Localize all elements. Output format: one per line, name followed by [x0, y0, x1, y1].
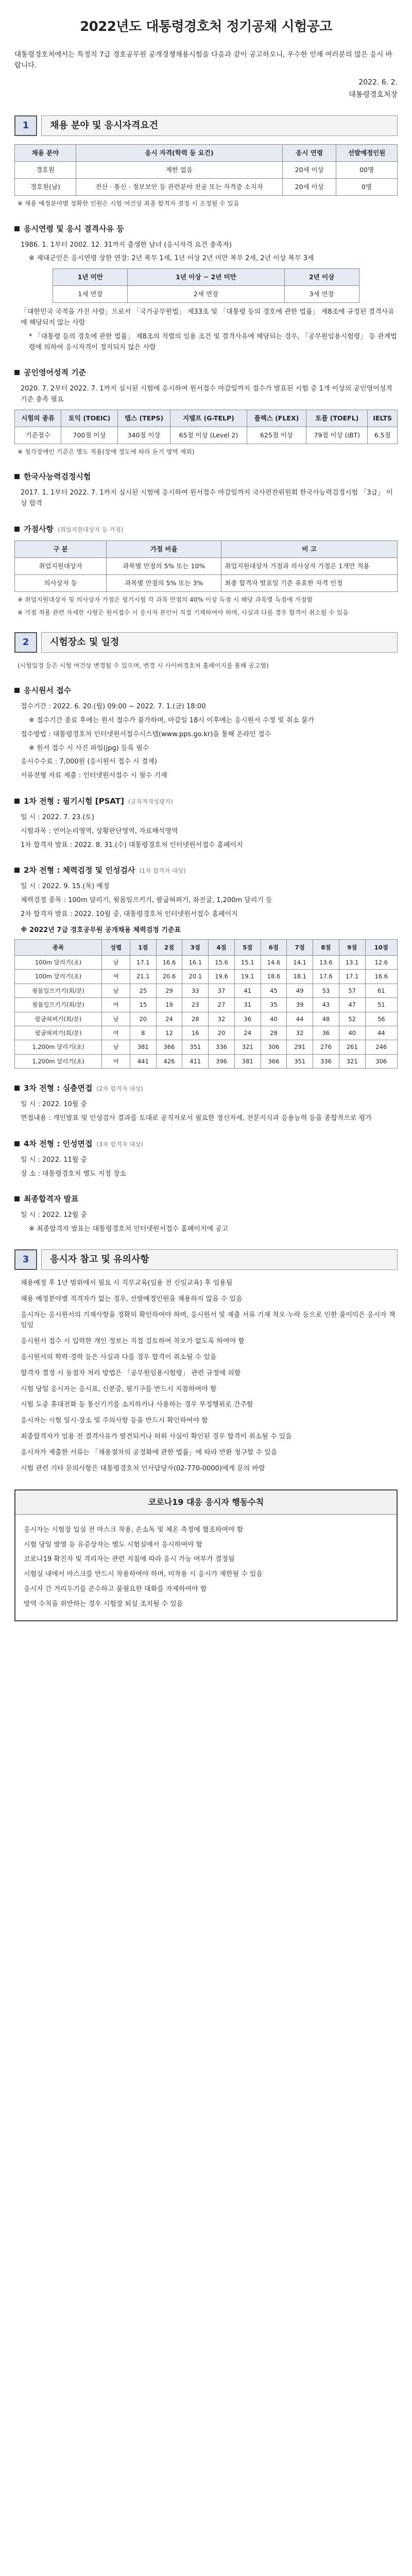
table-cell: 31 — [234, 998, 261, 1012]
table-cell: 19 — [156, 998, 182, 1012]
square-bullet-icon — [14, 868, 20, 873]
table-cell: 경호원(남) — [15, 179, 76, 196]
table-cell: 17.6 — [313, 970, 339, 984]
table-cell: 366 — [156, 1040, 182, 1054]
table-cell: 39 — [287, 998, 313, 1012]
table-header: 가점 비율 — [107, 540, 221, 557]
table-cell: 6.5점 — [368, 427, 398, 444]
table-row — [15, 162, 398, 179]
table-cell: 32 — [209, 1012, 235, 1026]
table-header: 텝스 (TEPS) — [117, 410, 170, 427]
date-block — [14, 77, 398, 101]
table-cell: 28 — [261, 1026, 287, 1040]
subsection-heading: 한국사능력검정시험 — [14, 470, 398, 483]
table-cell: 18.6 — [261, 970, 287, 984]
table-header: 6점 — [261, 939, 287, 955]
paragraph: ※ 원서 접수 시 사진 파일(jpg) 등록 필수 — [29, 744, 149, 752]
table-cell: 51 — [365, 998, 397, 1012]
square-bullet-icon — [14, 370, 20, 375]
section-number: 1 — [14, 115, 37, 136]
table-cell: 15.6 — [209, 956, 235, 970]
table-header: 토익 (TOEIC) — [61, 410, 118, 427]
table-cell: 20 — [130, 1012, 156, 1026]
table-cell: 441 — [130, 1054, 156, 1068]
table-cell: 27 — [209, 998, 235, 1012]
paragraph: 1986. 1. 1부터 2002. 12. 31까지 출생한 남녀 (응시자격 요건 충족자) — [21, 241, 232, 249]
table-cell: 14.6 — [261, 956, 287, 970]
table-cell: 과목별 만점의 5% 또는 3% — [107, 574, 221, 591]
table-header: 5점 — [234, 939, 261, 955]
table-row — [15, 1054, 398, 1068]
table-cell: 20.1 — [182, 970, 209, 984]
paragraph: 일 시 : 2022. 11월 중 — [21, 1156, 88, 1164]
table-cell: 15 — [130, 998, 156, 1012]
table-cell: 40 — [261, 1012, 287, 1026]
table-cell: 28 — [182, 1012, 209, 1026]
table-cell: 남 — [102, 984, 130, 997]
table-cell: 49 — [287, 984, 313, 997]
table-cell: 13.6 — [313, 956, 339, 970]
table-cell: 24 — [234, 1026, 261, 1040]
table-row — [15, 984, 398, 997]
table-cell: 14.1 — [287, 956, 313, 970]
subsection-heading: 응시원서 접수 — [14, 684, 398, 697]
table-cell: 팔굽혀펴기(회/분) — [15, 1012, 102, 1026]
table-header: 2점 — [156, 939, 182, 955]
list-item: 시험실 내에서 마스크를 반드시 착용하여야 하며, 미착용 시 응시가 제한될 수 있음 — [24, 1570, 263, 1579]
square-bullet-icon — [14, 1196, 20, 1201]
table-cell: 21.1 — [130, 970, 156, 984]
table-cell: 20세 이상 — [283, 179, 336, 196]
paragraph: 장 소 : 대통령경호처 별도 지정 장소 — [21, 1170, 126, 1178]
table-cell: 20세 이상 — [283, 162, 336, 179]
table-header: 토플 (TOEFL) — [306, 410, 368, 427]
square-bullet-icon — [14, 527, 20, 532]
table-header: 비 고 — [221, 540, 398, 557]
square-bullet-icon — [14, 474, 20, 479]
table-header: 시험의 종류 — [15, 410, 61, 427]
table-cell: 17.1 — [339, 970, 365, 984]
table-cell: 19.1 — [234, 970, 261, 984]
table-cell: 13.1 — [339, 956, 365, 970]
table-cell: 396 — [209, 1054, 235, 1068]
age-table — [53, 268, 359, 303]
table-cell: 351 — [182, 1040, 209, 1054]
table-cell: 여 — [102, 1026, 130, 1040]
list-item: 응시자가 제출한 서류는 「채용절차의 공정화에 관한 법률」에 따라 반환 청구할 수 있음 — [21, 1448, 278, 1456]
table-cell: 전산 · 통신 · 정보보안 등 관련분야 전공 또는 자격증 소지자 — [76, 179, 282, 196]
table-row — [15, 557, 398, 574]
table-cell: 261 — [339, 1040, 365, 1054]
paragraph: 2017. 1. 1부터 2022. 7. 1까지 실시된 시험에 응시하여 원서접수 마감일까지 국사편찬위원회 한국사능력검정시험 「3급」 이상 합격 — [21, 489, 393, 507]
covid-title: 코로나19 대응 응시자 행동수칙 — [15, 1490, 397, 1515]
table-cell: 1,200m 달리기(초) — [15, 1040, 102, 1054]
list-item: 응시원서의 학력·경력 등은 사실과 다를 경우 합격이 취소될 수 있음 — [21, 1353, 217, 1361]
table-cell: 의사상자 등 — [15, 574, 107, 591]
paragraph: 접수방법 : 대통령경호처 인터넷원서접수시스템(www.pps.go.kr)을 통해 온라인 접수 — [21, 730, 271, 738]
paragraph: 1차 합격자 발표 : 2022. 8. 31.(수) 대통령경호처 인터넷원서접수 홈페이지 — [21, 841, 243, 849]
table-header-row — [15, 939, 398, 955]
table-cell: 44 — [287, 1012, 313, 1026]
notice-list — [14, 1278, 398, 1474]
table-cell: 12.6 — [365, 956, 397, 970]
table-header: 응시 자격(학력 등 요건) — [76, 145, 282, 162]
table-header: 플렉스 (FLEX) — [247, 410, 306, 427]
paragraph: 체력검정 종목 : 100m 달리기, 윗몸일으키기, 팔굽혀펴기, 좌전굴, 1,200m 달리기 등 — [21, 896, 272, 905]
announce-date: 2022. 6. 2. — [358, 78, 398, 87]
paragraph: ※ 접수기간 종료 후에는 원서 접수가 불가하며, 마감일 18시 이후에는 응시원서 수정 및 취소 불가 — [29, 717, 315, 725]
table-row — [15, 1040, 398, 1054]
table-row — [15, 970, 398, 984]
table-cell: 351 — [287, 1054, 313, 1068]
list-item: 코로나19 확진자 및 격리자는 관련 지침에 따라 응시 가능 여부가 결정됨 — [24, 1555, 235, 1564]
table-header: 9점 — [339, 939, 365, 955]
list-item: 시험 관련 기타 문의사항은 대통령경호처 인사담당자(02-770-0000)에게 문의 바람 — [21, 1464, 265, 1472]
table-header: 1년 이상 ~ 2년 미만 — [128, 269, 284, 286]
language-table — [14, 410, 398, 444]
table-cell: 19.6 — [209, 970, 235, 984]
list-item: 채용예정 후 1년 범위에서 필요 시 직무교육(임용 전 신임교육) 후 임용됨 — [21, 1279, 233, 1287]
table-cell: 윗몸일으키기(회/분) — [15, 984, 102, 997]
section-number: 3 — [14, 1249, 37, 1270]
table-cell: 여 — [102, 998, 130, 1012]
list-item: 최종합격자가 임용 전 결격사유가 발견되거나 허위 사실이 확인된 경우 합격이 취소될 수 있음 — [21, 1432, 292, 1440]
table-row — [15, 956, 398, 970]
table-row — [53, 286, 359, 303]
table-cell: 340점 이상 — [117, 427, 170, 444]
table-cell: 여 — [102, 970, 130, 984]
table-row — [15, 1026, 398, 1040]
subsection-heading: 응시연령 및 응시 결격사유 등 — [14, 223, 398, 235]
table-cell: 33 — [182, 984, 209, 997]
table-cell: 16.6 — [156, 956, 182, 970]
table-cell: 306 — [365, 1054, 397, 1068]
table-cell: 경호원 — [15, 162, 76, 179]
list-item: 응시자는 응시원서의 기재사항을 정확히 확인하여야 하며, 응시원서 및 제출 서류 기재 착오·누락 등으로 인한 불이익은 응시자 책임임 — [21, 1311, 396, 1330]
table-header: 지텔프 (G-TELP) — [170, 410, 247, 427]
fitness-table-title: ※ 2022년 7급 경호공무원 공개채용 체력검정 기준표 — [21, 926, 181, 934]
square-bullet-icon — [14, 1086, 20, 1091]
table-cell: 381 — [130, 1040, 156, 1054]
subsection-heading: 공인영어성적 기준 — [14, 366, 398, 379]
table-cell: 12 — [156, 1026, 182, 1040]
table-header: 성별 — [102, 939, 130, 955]
section-1-header — [14, 115, 398, 136]
table-cell: 321 — [234, 1040, 261, 1054]
table-cell: 625점 이상 — [247, 427, 306, 444]
table-header: 종목 — [15, 939, 102, 955]
table-cell: 3세 연장 — [284, 286, 359, 303]
table-cell: 100m 달리기(초) — [15, 970, 102, 984]
section-3-header — [14, 1249, 398, 1270]
table-header: 응시 연령 — [283, 145, 336, 162]
page-title: 2022년도 대통령경호처 정기공채 시험공고 — [80, 19, 332, 35]
covid-list — [15, 1515, 397, 1620]
table-cell: 57 — [339, 984, 365, 997]
list-item: 방역 수칙을 위반하는 경우 시험장 퇴실 조치될 수 있음 — [24, 1600, 183, 1608]
subsection-heading: 1차 전형 : 필기시험 [PSAT] (공직적격성평가) — [14, 795, 398, 807]
table-cell: 411 — [182, 1054, 209, 1068]
table-cell: 17.1 — [130, 956, 156, 970]
table-row — [15, 998, 398, 1012]
table-cell: 20 — [209, 1026, 235, 1040]
fitness-table — [14, 939, 398, 1069]
paragraph: * 「대통령 등의 경호에 관한 법률」 제8조의 직렬의 임용 조건 및 결격사유에 해당되는 경우, 「공무원임용시험령」 등 관계법령에 의하여 응시자격이 정지되지 않은 사람 — [29, 332, 397, 351]
table-cell: 79점 이상 (iBT) — [306, 427, 368, 444]
table-cell: 306 — [261, 1040, 287, 1054]
table-cell: 276 — [313, 1040, 339, 1054]
table-note: ※ 취업지원대상자 및 의사상자 가점은 필기시험 각 과목 만점의 40% 이상 득점 시 해당 과목별 득점에 가점함 — [18, 596, 313, 603]
table-header: 2년 이상 — [284, 269, 359, 286]
list-item: 응시자는 시험 일시·장소 및 주의사항 등을 반드시 확인하여야 함 — [21, 1417, 208, 1425]
square-bullet-icon — [14, 688, 20, 693]
table-header: 8점 — [313, 939, 339, 955]
table-cell: 여 — [102, 1054, 130, 1068]
paragraph: 응시수수료 : 7,000원 (응시원서 접수 시 결제) — [21, 758, 157, 766]
table-header: 3점 — [182, 939, 209, 955]
table-cell: 남 — [102, 956, 130, 970]
table-cell: 18.1 — [287, 970, 313, 984]
square-bullet-icon — [14, 1141, 20, 1146]
list-item: 응시자는 시험장 입실 전 마스크 착용, 손소독 및 체온 측정에 협조하여야 함 — [24, 1526, 244, 1534]
table-cell: 246 — [365, 1040, 397, 1054]
paragraph: ※ 최종합격자 발표는 대통령경호처 인터넷원서접수 홈페이지에 공고 — [29, 1225, 229, 1233]
paragraph: 접수기간 : 2022. 6. 20.(월) 09:00 ~ 2022. 7. 1.(금) 18:00 — [21, 703, 206, 711]
table-row — [15, 427, 398, 444]
section-title: 채용 분야 및 응시자격요건 — [41, 115, 398, 136]
table-cell: 0명 — [336, 179, 398, 196]
covid-guideline-box — [14, 1489, 398, 1621]
table-cell: 426 — [156, 1054, 182, 1068]
intro-text: 대통령경호처에서는 특정직 7급 경호공무원 공개경쟁채용시험을 다음과 같이 공고하오니, 우수한 인재 여러분의 많은 응시 바랍니다. — [14, 50, 392, 70]
table-cell: 700점 이상 — [61, 427, 118, 444]
paragraph: 시험과목 : 언어논리영역, 상황판단영역, 자료해석영역 — [21, 827, 178, 835]
subsection-heading: 최종합격자 발표 — [14, 1193, 398, 1205]
section-number: 2 — [14, 632, 37, 653]
table-header: 4점 — [209, 939, 235, 955]
section-title: 응시자 참고 및 유의사항 — [41, 1249, 398, 1270]
subsection-heading: 2차 전형 : 체력검정 및 인성검사 (1차 합격자 대상) — [14, 864, 398, 876]
table-cell: 36 — [313, 1026, 339, 1040]
table-cell: 35 — [261, 998, 287, 1012]
table-cell: 15.1 — [234, 956, 261, 970]
table-cell: 45 — [261, 984, 287, 997]
table-cell: 40 — [339, 1026, 365, 1040]
table-cell: 291 — [287, 1040, 313, 1054]
square-bullet-icon — [14, 799, 20, 804]
announce-org: 대통령경호처장 — [349, 90, 398, 99]
table-cell: 36 — [234, 1012, 261, 1026]
list-item: 합격자 결정 시 동점자 처리 방법은 「공무원임용시험령」 관련 규정에 의함 — [21, 1369, 241, 1377]
table-cell: 47 — [339, 998, 365, 1012]
table-cell: 336 — [313, 1054, 339, 1068]
table-cell: 53 — [313, 984, 339, 997]
table-row — [15, 179, 398, 196]
table-cell: 321 — [339, 1054, 365, 1068]
table-cell: 25 — [130, 984, 156, 997]
table-cell: 취업지원대상자 가점과 의사상자 가점은 1개만 적용 — [221, 557, 398, 574]
table-header: 1점 — [130, 939, 156, 955]
paragraph: 「대한민국 국적을 가진 사람」으로서 「국가공무원법」 제33조 및 「대통령 등의 경호에 관한 법률」 제8조에 규정된 결격사유에 해당되지 않는 사람 — [21, 308, 394, 327]
table-cell: 61 — [365, 984, 397, 997]
table-cell: 65점 이상 (Level 2) — [170, 427, 247, 444]
table-cell: 100m 달리기(초) — [15, 956, 102, 970]
table-cell: 과목별 만점의 5% 또는 10% — [107, 557, 221, 574]
list-item: 시험 도중 휴대전화 등 통신기기를 소지하거나 사용하는 경우 부정행위로 간주함 — [21, 1401, 253, 1409]
section-2-header — [14, 632, 398, 653]
table-cell: 24 — [156, 1012, 182, 1026]
table-cell: 56 — [365, 1012, 397, 1026]
table-cell: 29 — [156, 984, 182, 997]
table-cell: 기준점수 — [15, 427, 61, 444]
table-cell: 20.6 — [156, 970, 182, 984]
list-item: 응시원서 접수 시 입력한 개인 정보는 직접 검토하여 착오가 없도록 하여야 함 — [21, 1337, 245, 1346]
table-header: 채용 분야 — [15, 145, 76, 162]
table-header: 구 분 — [15, 540, 107, 557]
table-cell: 8 — [130, 1026, 156, 1040]
section-note: (시험일정 등은 시험 여건상 변경될 수 있으며, 변경 시 사이버경호처 홈페이지를 통해 공고함) — [18, 662, 269, 670]
bonus-table — [14, 540, 398, 592]
paragraph: 일 시 : 2022. 10월 중 — [21, 1100, 88, 1109]
paragraph: ※ 제대군인은 응시연령 상한 연장: 2년 복무 1세, 1년 이상 2년 미만 복무 2세, 2년 이상 복무 3세 — [29, 255, 314, 263]
paragraph: 면접내용 : 개인발표 및 인성검사 결과를 토대로 공직자로서 필요한 정신자세, 전문지식과 응용능력 등을 종합적으로 평가 — [21, 1114, 372, 1122]
table-cell: 366 — [261, 1054, 287, 1068]
table-cell: 52 — [339, 1012, 365, 1026]
table-cell: 남 — [102, 1040, 130, 1054]
table-note: ※ 가점 적용 관련 자세한 사항은 원서접수 시 응시자 본인이 직접 기재하여야 하며, 사실과 다를 경우 합격이 취소될 수 있음 — [18, 608, 349, 616]
table-header: 7점 — [287, 939, 313, 955]
table-header: IELTS — [368, 410, 398, 427]
table-cell: 2세 연장 — [128, 286, 284, 303]
square-bullet-icon — [14, 226, 20, 231]
table-cell: 00명 — [336, 162, 398, 179]
table-cell: 1세 연장 — [53, 286, 128, 303]
list-item: 응시자 간 거리두기를 준수하고 불필요한 대화를 자제하여야 함 — [24, 1585, 207, 1594]
table-cell: 48 — [313, 1012, 339, 1026]
table-cell: 43 — [313, 998, 339, 1012]
paragraph: 일 시 : 2022. 12월 중 — [21, 1211, 88, 1219]
list-item: 채용 예정분야별 적격자가 없는 경우, 선발예정인원을 채용하지 않을 수 있음 — [21, 1295, 243, 1303]
table-note: ※ 청각장애인 기준은 별도 적용(장애 정도에 따라 듣기 영역 제외) — [18, 448, 195, 455]
table-cell: 32 — [287, 1026, 313, 1040]
table-cell: 16 — [182, 1026, 209, 1040]
paragraph: 서류전형 자료 제출 : 인터넷원서접수 시 필수 기재 — [21, 772, 167, 780]
table-header: 10점 — [365, 939, 397, 955]
table-row — [15, 574, 398, 591]
paragraph: 2차 합격자 발표 : 2022. 10월 중, 대통령경호처 인터넷원서접수 홈페이지 — [21, 910, 238, 919]
paragraph: 일 시 : 2022. 9. 15.(목) 예정 — [21, 883, 110, 891]
table-header: 1년 미만 — [53, 269, 128, 286]
table-cell: 23 — [182, 998, 209, 1012]
subsection-heading: 4차 전형 : 인성면접 (3차 합격자 대상) — [14, 1138, 398, 1150]
table-cell: 1,200m 달리기(초) — [15, 1054, 102, 1068]
table-cell: 37 — [209, 984, 235, 997]
section-title: 시험장소 및 일정 — [41, 632, 398, 653]
table-cell: 336 — [209, 1040, 235, 1054]
table-cell: 최종 합격자 발표일 기준 유효한 자격 인정 — [221, 574, 398, 591]
recruit-table — [14, 144, 398, 196]
table-cell: 16.1 — [182, 956, 209, 970]
table-cell: 16.6 — [365, 970, 397, 984]
subsection-heading: 3차 전형 : 심층면접 (2차 합격자 대상) — [14, 1082, 398, 1094]
paragraph: 일 시 : 2022. 7. 23.(토) — [21, 814, 95, 822]
table-header: 선발예정인원 — [336, 145, 398, 162]
table-cell: 381 — [234, 1054, 261, 1068]
table-cell: 44 — [365, 1026, 397, 1040]
list-item: 시험 당일 응시자는 응시표, 신분증, 필기구를 반드시 지참하여야 함 — [21, 1385, 217, 1393]
table-cell: 팔굽혀펴기(회/분) — [15, 1026, 102, 1040]
table-cell: 윗몸일으키기(회/분) — [15, 998, 102, 1012]
table-row — [15, 1012, 398, 1026]
table-cell: 취업지원대상자 — [15, 557, 107, 574]
subsection-heading: 가점사항 (취업지원대상자 등 가점) — [14, 523, 398, 535]
list-item: 시험 당일 발열 등 유증상자는 별도 시험실에서 응시하여야 함 — [24, 1540, 203, 1549]
paragraph: 2020. 7. 2부터 2022. 7. 1까지 실시된 시험에 응시하여 원서접수 마감일까지 점수가 발표된 시험 중 1개 이상의 공인영어성적 기준 충족 필요 — [21, 385, 392, 404]
table-cell: 제한 없음 — [76, 162, 282, 179]
table-note: ※ 채용 예정분야별 정확한 인원은 시험 여건상 최종 합격자 결정 시 조정될 수 있음 — [18, 200, 239, 208]
table-cell: 41 — [234, 984, 261, 997]
table-cell: 남 — [102, 1012, 130, 1026]
